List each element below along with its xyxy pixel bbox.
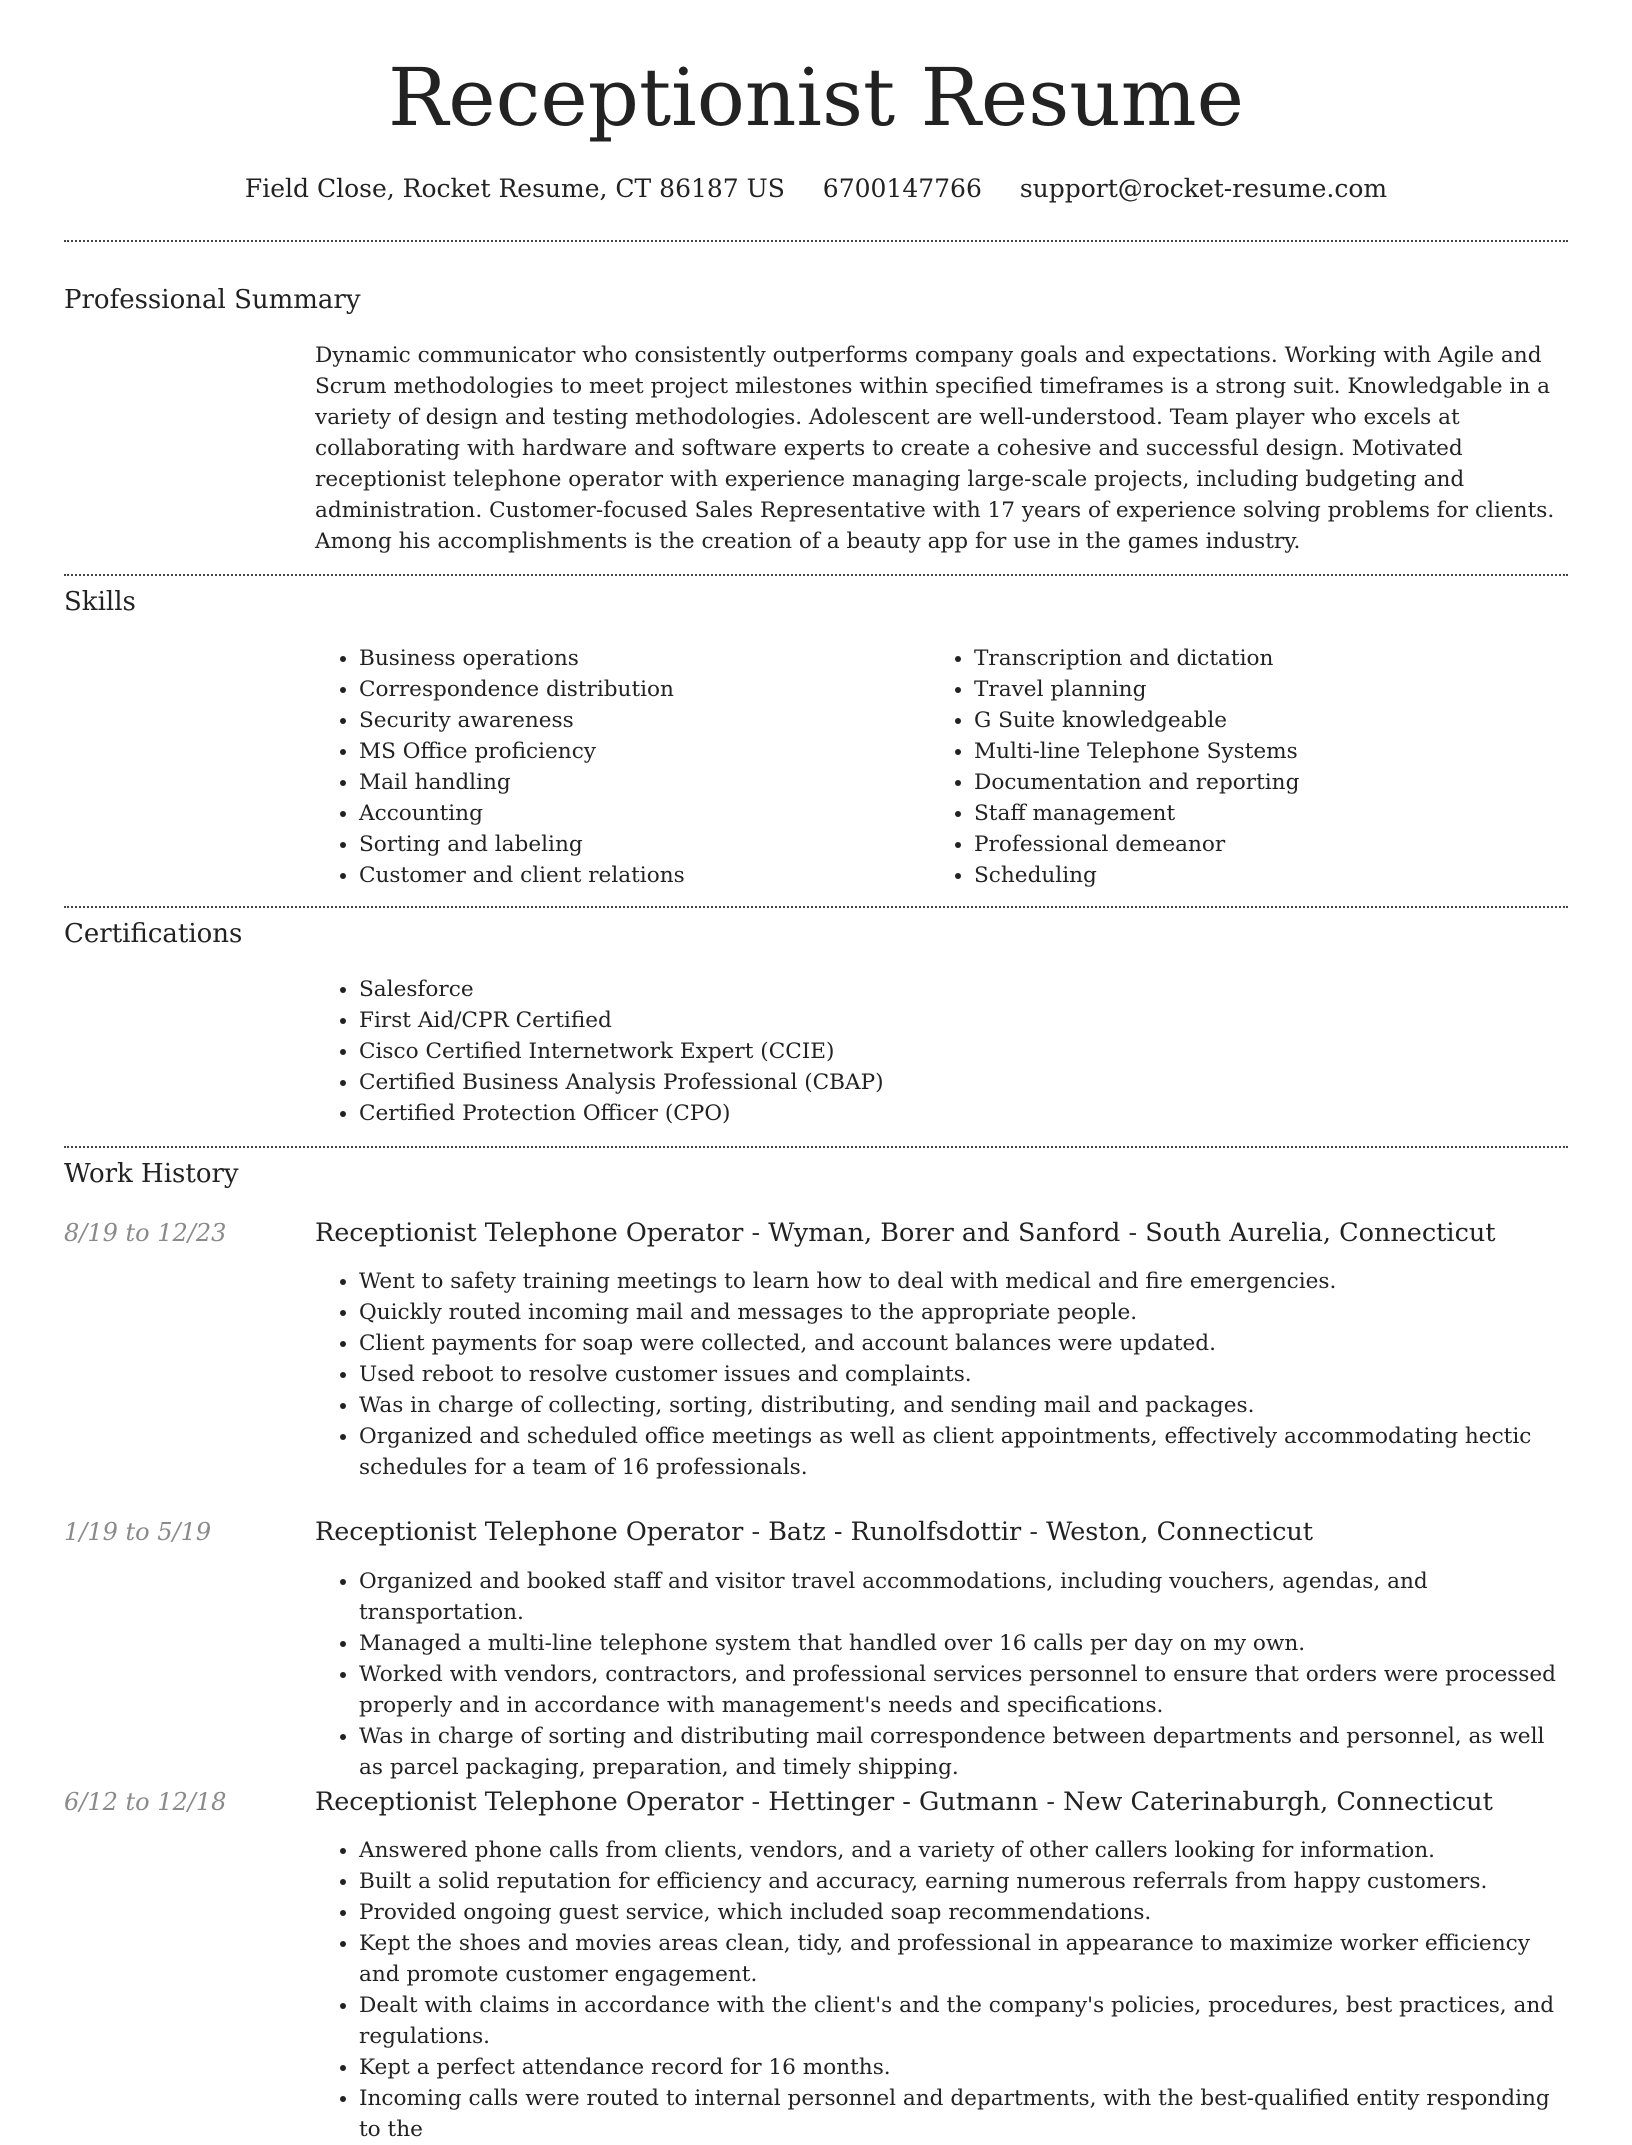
resume-title: Receptionist Resume bbox=[388, 51, 1244, 144]
certifications-list bbox=[315, 974, 1515, 1129]
job-title bbox=[315, 1216, 1496, 1250]
contact-address: Field Close, Rocket Resume, CT 86187 US bbox=[244, 174, 785, 203]
contact-phone: 6700147766 bbox=[822, 174, 982, 203]
section-heading-summary: Professional Summary bbox=[64, 285, 361, 315]
job-company: Hettinger - Gutmann bbox=[768, 1787, 1039, 1817]
list-item: • Kept the shoes and movies areas clean, tidy, and professional in appearance to maximize worker efficiency and promote customer engagement. bbox=[359, 1928, 1570, 1990]
job-location: Weston, Connecticut bbox=[1046, 1517, 1314, 1547]
list-item: • Built a solid reputation for efficiency and accuracy, earning numerous referrals from happy customers. bbox=[359, 1866, 1570, 1897]
job-separator: - bbox=[743, 1517, 769, 1547]
list-item: • Correspondence distribution bbox=[359, 674, 915, 705]
divider bbox=[64, 906, 1568, 908]
list-item: • Scheduling bbox=[974, 860, 1550, 891]
list-item: • Multi-line Telephone Systems bbox=[974, 736, 1550, 767]
list-item: • Worked with vendors, contractors, and professional services personnel to ensure that orders were processed properly and in accordance with management's needs and specifications. bbox=[359, 1659, 1570, 1721]
list-item: • Professional demeanor bbox=[974, 829, 1550, 860]
list-item: • Mail handling bbox=[359, 767, 915, 798]
list-item: • Went to safety training meetings to learn how to deal with medical and fire emergencies. bbox=[359, 1266, 1570, 1297]
section-heading-certifications: Certifications bbox=[64, 919, 243, 949]
list-item: • MS Office proficiency bbox=[359, 736, 915, 767]
job-separator: - bbox=[743, 1218, 769, 1248]
list-item: • Incoming calls were routed to internal personnel and departments, with the best-qualified entity responding to the bbox=[359, 2083, 1570, 2145]
section-heading-work-history: Work History bbox=[64, 1159, 239, 1189]
list-item: • Certified Business Analysis Professional (CBAP) bbox=[359, 1067, 1515, 1098]
job-dates: 1/19 to 5/19 bbox=[64, 1518, 212, 1546]
list-item: • Kept a perfect attendance record for 16 months. bbox=[359, 2052, 1570, 2083]
divider bbox=[64, 1146, 1568, 1148]
job-separator: - bbox=[1021, 1517, 1047, 1547]
job-location: New Caterinaburgh, Connecticut bbox=[1063, 1787, 1493, 1817]
job-bullets bbox=[315, 1566, 1570, 1783]
list-item: • Documentation and reporting bbox=[974, 767, 1550, 798]
job-role: Receptionist Telephone Operator bbox=[315, 1218, 744, 1248]
job-company: Wyman, Borer and Sanford bbox=[768, 1218, 1121, 1248]
list-item: • Dealt with claims in accordance with the client's and the company's policies, procedures, best practices, and regulations. bbox=[359, 1990, 1570, 2052]
list-item: • Provided ongoing guest service, which included soap recommendations. bbox=[359, 1897, 1570, 1928]
job-dates: 8/19 to 12/23 bbox=[64, 1219, 227, 1247]
job-location: South Aurelia, Connecticut bbox=[1145, 1218, 1496, 1248]
list-item: • Client payments for soap were collected, and account balances were updated. bbox=[359, 1328, 1570, 1359]
job-bullets bbox=[315, 1835, 1570, 2145]
list-item: • Used reboot to resolve customer issues and complaints. bbox=[359, 1359, 1570, 1390]
job-role: Receptionist Telephone Operator bbox=[315, 1517, 744, 1547]
list-item: • Managed a multi-line telephone system that handled over 16 calls per day on my own. bbox=[359, 1628, 1570, 1659]
contact-email: support@rocket-resume.com bbox=[1019, 174, 1388, 203]
list-item: • Cisco Certified Internetwork Expert (CCIE) bbox=[359, 1036, 1515, 1067]
job-company: Batz - Runolfsdottir bbox=[768, 1517, 1022, 1547]
list-item: • Customer and client relations bbox=[359, 860, 915, 891]
skills-column-right bbox=[930, 643, 1550, 891]
job-separator: - bbox=[1120, 1218, 1146, 1248]
job-bullets bbox=[315, 1266, 1570, 1483]
list-item: • Organized and scheduled office meetings as well as client appointments, effectively accommodating hectic schedules for a team of 16 professionals. bbox=[359, 1421, 1570, 1483]
list-item: • Was in charge of sorting and distributing mail correspondence between departments and personnel, as well as parcel packaging, preparation, and timely shipping. bbox=[359, 1721, 1570, 1783]
list-item: • Certified Protection Officer (CPO) bbox=[359, 1098, 1515, 1129]
divider bbox=[64, 240, 1568, 242]
list-item: • Accounting bbox=[359, 798, 915, 829]
list-item: • Organized and booked staff and visitor travel accommodations, including vouchers, agendas, and transportation. bbox=[359, 1566, 1570, 1628]
contact-line bbox=[0, 172, 1632, 206]
divider bbox=[64, 574, 1568, 576]
job-role: Receptionist Telephone Operator bbox=[315, 1787, 744, 1817]
list-item: • Was in charge of collecting, sorting, distributing, and sending mail and packages. bbox=[359, 1390, 1570, 1421]
list-item: • G Suite knowledgeable bbox=[974, 705, 1550, 736]
list-item: • Answered phone calls from clients, vendors, and a variety of other callers looking for information. bbox=[359, 1835, 1570, 1866]
section-heading-skills: Skills bbox=[64, 587, 136, 617]
list-item: • First Aid/CPR Certified bbox=[359, 1005, 1515, 1036]
list-item: • Security awareness bbox=[359, 705, 915, 736]
list-item: • Travel planning bbox=[974, 674, 1550, 705]
job-title bbox=[315, 1785, 1493, 1819]
list-item: • Quickly routed incoming mail and messages to the appropriate people. bbox=[359, 1297, 1570, 1328]
list-item: • Business operations bbox=[359, 643, 915, 674]
skills-column-left bbox=[315, 643, 915, 891]
job-dates: 6/12 to 12/18 bbox=[64, 1788, 227, 1816]
list-item: • Salesforce bbox=[359, 974, 1515, 1005]
job-separator: - bbox=[1038, 1787, 1064, 1817]
job-separator: - bbox=[743, 1787, 769, 1817]
list-item: • Staff management bbox=[974, 798, 1550, 829]
list-item: • Transcription and dictation bbox=[974, 643, 1550, 674]
list-item: • Sorting and labeling bbox=[359, 829, 915, 860]
job-title bbox=[315, 1515, 1313, 1549]
summary-text: Dynamic communicator who consistently outperforms company goals and expectations. Working with Agile and Scrum methodologies to meet project milestones within specified timeframes is a strong suit. Knowledgable in a variety of design and testing methodologies. Adolescent are well-understood. Team player who excels at collaborating with hardware and software experts to create a cohesive and successful design. Motivated receptionist telephone operator with experience managing large-scale projects, including budgeting and administration. Customer-focused Sales Representative with 17 years of experience solving problems for clients. Among his accomplishments is the creation of a beauty app for use in the games industry. bbox=[315, 343, 1555, 554]
